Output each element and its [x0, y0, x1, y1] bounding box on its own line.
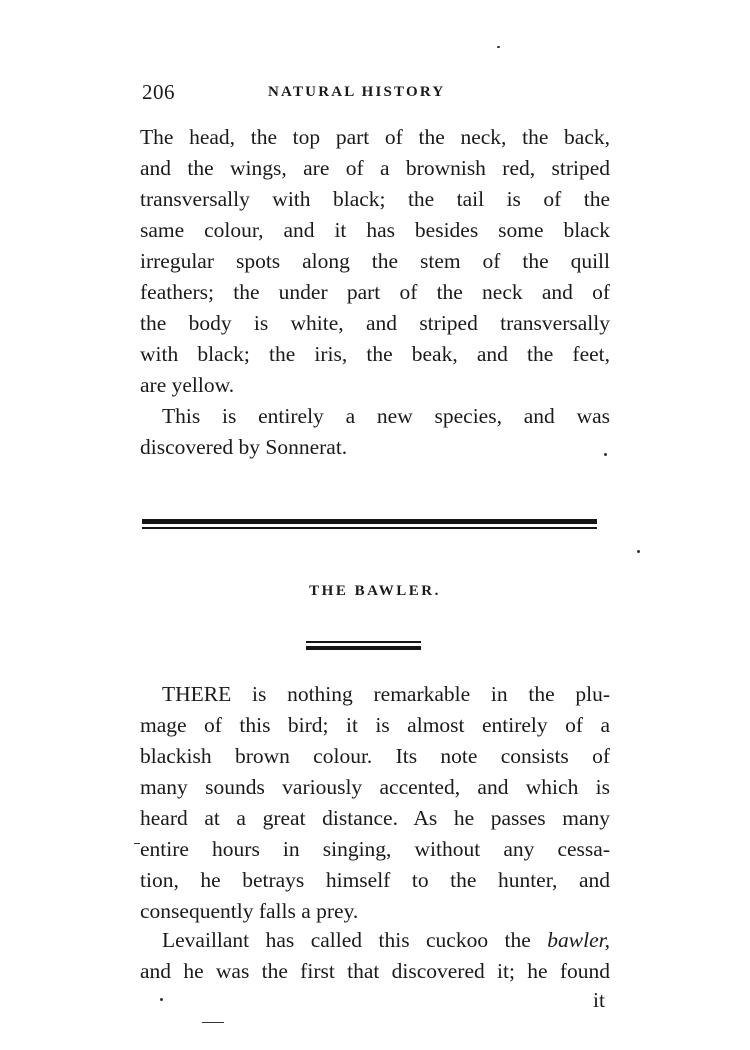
section-divider-rule-thin	[142, 527, 597, 529]
text-line: the body is white, and striped transversally	[140, 311, 610, 335]
text-line: This is entirely a new species, and was	[162, 404, 610, 428]
text-line: transversally with black; the tail is of the	[140, 187, 610, 211]
text-line	[140, 925, 610, 956]
text-line: heard at a great distance. As he passes many	[140, 806, 610, 830]
text-line: and he was the first that discovered it; he found	[140, 959, 610, 983]
catchword-text: it	[593, 988, 605, 1012]
section-title: THE BAWLER.	[309, 583, 441, 599]
print-speck	[637, 550, 640, 553]
text-run: Levaillant has called this cuckoo the	[162, 928, 548, 952]
print-speck	[160, 998, 163, 1001]
title-underline-rule-thick	[306, 646, 421, 650]
paragraph-levaillant	[140, 925, 610, 987]
text-line: entire hours in singing, without any cessa-	[140, 837, 610, 861]
text-line: THERE is nothing remarkable in the plu-	[162, 682, 610, 706]
paragraph-new-species	[140, 401, 610, 463]
catchword	[140, 985, 605, 1016]
text-line: mage of this bird; it is almost entirely of a	[140, 713, 610, 737]
text-line: consequently falls a prey.	[140, 899, 359, 923]
text-line: many sounds variously accented, and which is	[140, 775, 610, 799]
paragraph-bawler-description	[140, 679, 610, 927]
paragraph-plumage-description	[140, 122, 610, 401]
text-line: feathers; the under part of the neck and of	[140, 280, 610, 304]
running-head	[140, 80, 610, 106]
text-line: are yellow.	[140, 373, 235, 397]
print-speck	[202, 1022, 224, 1023]
italic-term: bawler,	[547, 928, 610, 952]
print-speck	[497, 46, 500, 48]
text-line: and the wings, are of a brownish red, striped	[140, 156, 610, 180]
print-speck	[604, 453, 607, 456]
title-underline-rule	[306, 641, 421, 643]
text-line: tion, he betrays himself to the hunter, and	[140, 868, 610, 892]
text-line: The head, the top part of the neck, the back,	[140, 125, 610, 149]
text-line: blackish brown colour. Its note consists of	[140, 744, 610, 768]
print-speck	[134, 843, 140, 844]
text-line: same colour, and it has besides some black	[140, 218, 610, 242]
text-line: discovered by Sonnerat.	[140, 435, 348, 459]
section-divider-rule	[142, 519, 597, 524]
text-line: irregular spots along the stem of the quill	[140, 249, 610, 273]
page-number: 206	[142, 80, 175, 104]
running-title: NATURAL HISTORY	[268, 84, 446, 100]
text-line: with black; the iris, the beak, and the feet,	[140, 342, 610, 366]
